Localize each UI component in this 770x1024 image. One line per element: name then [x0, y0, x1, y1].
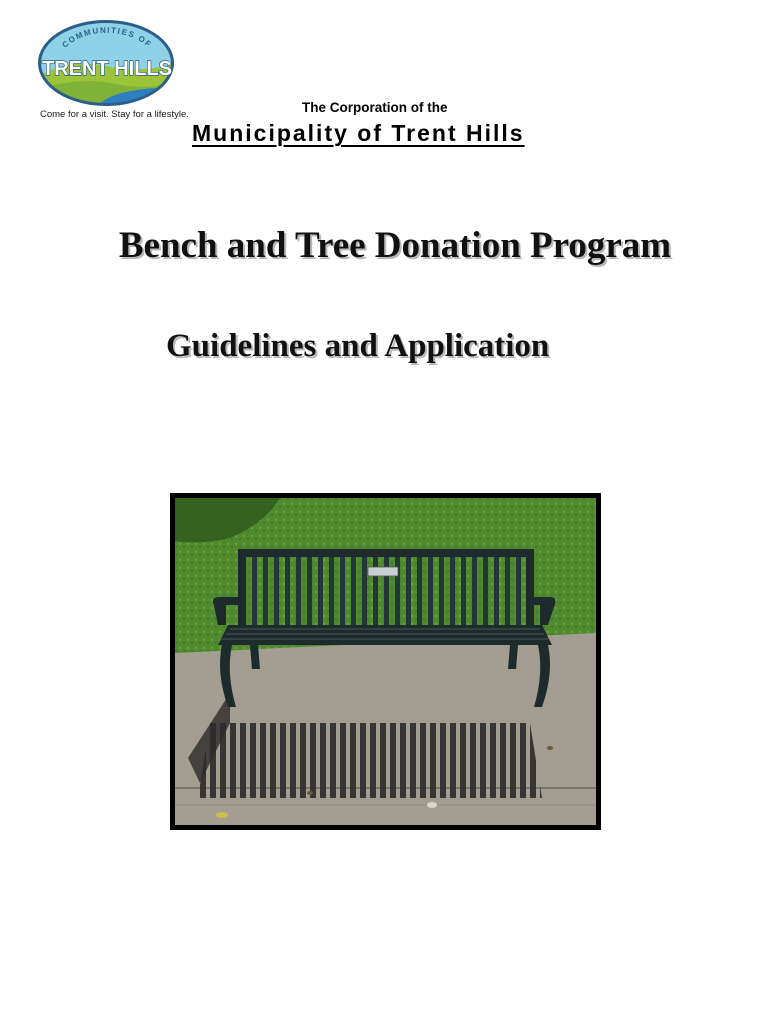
logo-name-text: TRENT HILLS	[42, 58, 172, 80]
document-title: Bench and Tree Donation Program	[118, 225, 672, 266]
dedication-plaque	[368, 567, 398, 576]
logo-tagline: Come for a visit. Stay for a lifestyle.	[40, 109, 189, 120]
corporation-line: The Corporation of the	[302, 100, 448, 115]
bench-photo	[170, 493, 601, 830]
trent-hills-logo	[36, 18, 178, 122]
document-subtitle: Guidelines and Application	[166, 328, 550, 364]
bench-shadow	[198, 723, 542, 798]
municipality-heading: Municipality of Trent Hills	[192, 120, 525, 146]
logo-arc-text: COMMUNITIES OF	[60, 25, 154, 50]
